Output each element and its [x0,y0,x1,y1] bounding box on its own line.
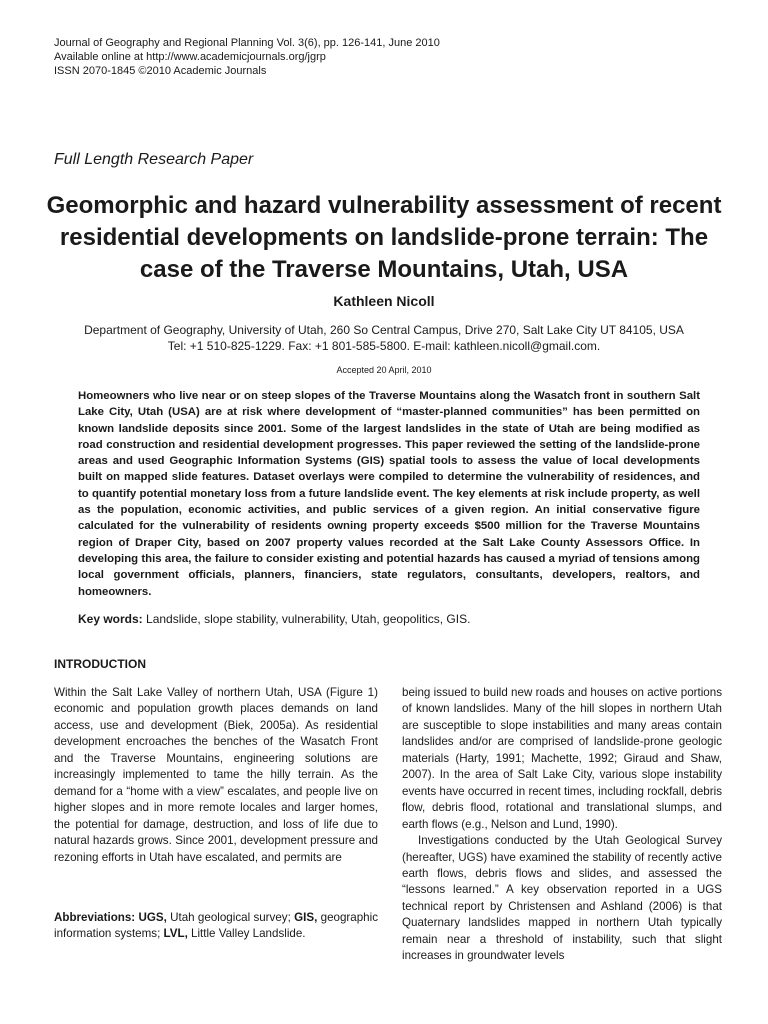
journal-citation: Journal of Geography and Regional Planning Vol. 3(6), pp. 126-141, June 2010 [54,37,440,49]
paper-type: Full Length Research Paper [54,151,254,168]
journal-header [54,36,474,78]
author-affiliation [40,322,728,354]
keywords-text: Landslide, slope stability, vulnerability, Utah, geopolitics, GIS. [146,612,471,626]
abbrev-lvl: LVL, [163,927,188,941]
paper-title: Geomorphic and hazard vulnerability assessment of recent residential developments on landslide-prone terrain: The case of the Traverse Mountains, Utah, USA [46,192,722,283]
affiliation-contact: Tel: +1 510-825-1229. Fax: +1 801-585-5800. E-mail: kathleen.nicoll@gmail.com. [167,339,601,353]
abbreviations-label: Abbreviations: [54,911,136,924]
abbrev-lvl-def: Little Valley Landslide. [187,927,306,941]
introduction-heading: INTRODUCTION [54,657,146,671]
abstract: Homeowners who live near or on steep slopes of the Traverse Mountains along the Wasatch front in southern Salt Lake City, Utah (USA) are at risk where development of “master-planned communities” has been permitted on known landslide deposits since 2001. Some of the largest landslides in the state of Utah are being modified as road construction and residential development progresses. This paper reviewed the setting of the landslide-prone areas and used Geographic Information Systems (GIS) spatial tools to assess the value of local developments built on mapped slide features. Dataset overlays were compiled to determine the vulnerability of residences, and to quantify potential monetary loss from a future landslide event. The key elements at risk include property, as well as the population, economic activities, and public services of a given region. An initial conservative figure calculated for the vulnerability of residents owning property exceeds $500 million for the Traverse Mountains region of Draper City, based on 2007 property values recorded at the Salt Lake County Assessors Office. In developing this area, the failure to consider existing and potential hazards has caused a myriad of tensions among local government officials, planners, financiers, state regulators, consultants, developers, realtors, and homeowners. [78,390,700,598]
author-name: Kathleen Nicoll [333,293,435,309]
accepted-date: Accepted 20 April, 2010 [336,365,432,375]
affiliation-address: Department of Geography, University of Utah, 260 So Central Campus, Drive 270, Salt Lake City UT 84105, USA [84,323,684,337]
intro-paragraph-2: being issued to build new roads and houses on active portions of known landslides. Many of the hill slopes in northern Utah are susceptible to slope instabilities and many areas contain landslides and/or are comprised of landslide-prone geologic materials (Harty, 1991; Machette, 1992; Giraud and Shaw, 2007). In the area of Salt Lake City, various slope instability events have occurred in recent times, including rockfall, debris flow, debris flood, rotational and translational slumps, and earth flows (e.g., Nelson and Lund, 1990). [402,686,722,831]
left-column [54,685,378,866]
intro-paragraph-3: Investigations conducted by the Utah Geological Survey (hereafter, UGS) have examined the stability of recently active earth flows, debris flows and slides, and assessed the “lessons learned.” A key observation reported in a UGS technical report by Christensen and Ashland (2006) is that Quaternary landslides mapped in northern Utah typically remain near a threshold of instability, such that slight increases in groundwater levels [402,834,722,963]
abbrev-gis: GIS, [294,911,318,924]
abbreviations-footnote [54,910,378,943]
keywords-label: Key words: [78,612,143,626]
journal-availability: Available online at http://www.academicjournals.org/jgrp [54,51,326,63]
intro-paragraph-1: Within the Salt Lake Valley of northern Utah, USA (Figure 1) economic and population growth places demands on land access, use and development (Biek, 2005a). As residential development encroaches the benches of the Wasatch Front and the Traverse Mountains, engineering solutions are increasingly implemented to tame the hilly terrain. As the demand for a “home with a view” escalates, and people live on higher slopes and in more remote locales and larger homes, the potential for damage, destruction, and loss of life due to natural hazards grows. Since 2001, development pressure and rezoning efforts in Utah have escalated, and permits are [54,686,378,864]
right-column [402,685,722,965]
abbrev-ugs-def: Utah geological survey; [166,911,295,924]
journal-issn: ISSN 2070-1845 ©2010 Academic Journals [54,65,267,77]
abbrev-ugs: UGS, [138,911,167,924]
keywords [78,612,700,626]
abbrev-gis-def: geographic information systems; [54,911,378,941]
